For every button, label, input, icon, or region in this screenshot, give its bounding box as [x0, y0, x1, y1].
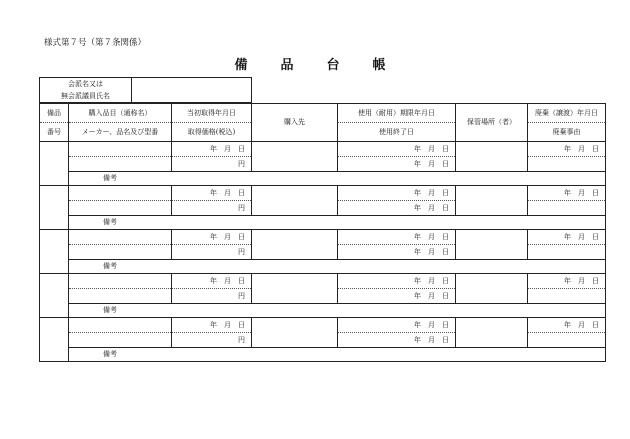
disposal-date-cell[interactable]: 年 月 日	[528, 318, 606, 333]
storage-cell[interactable]	[456, 142, 528, 172]
header-end-date: 使用終了日	[338, 123, 456, 142]
expiry-date-cell[interactable]: 年 月 日	[338, 142, 456, 157]
vendor-cell[interactable]	[252, 274, 338, 304]
model-cell[interactable]	[69, 333, 172, 348]
model-cell[interactable]	[69, 201, 172, 216]
remarks-row	[40, 216, 606, 230]
disposal-date-cell[interactable]: 年 月 日	[528, 230, 606, 245]
price-cell[interactable]: 円	[172, 289, 252, 304]
vendor-cell[interactable]	[252, 318, 338, 348]
table-row	[40, 318, 606, 333]
model-cell[interactable]	[69, 245, 172, 260]
storage-cell[interactable]	[456, 274, 528, 304]
acquire-date-cell[interactable]: 年 月 日	[172, 230, 252, 245]
item-number-cell[interactable]	[40, 186, 69, 230]
remarks-row	[40, 304, 606, 318]
disposal-reason-cell[interactable]	[528, 245, 606, 260]
vendor-cell[interactable]	[252, 230, 338, 260]
remarks-cell[interactable]: 備考	[69, 216, 606, 230]
header-item-2: メーカー、品名及び型番	[69, 123, 172, 142]
disposal-date-cell[interactable]: 年 月 日	[528, 186, 606, 201]
header-number-2: 番号	[40, 123, 69, 142]
end-date-cell[interactable]: 年 月 日	[338, 201, 456, 216]
disposal-reason-cell[interactable]	[528, 157, 606, 172]
disposal-reason-cell[interactable]	[528, 333, 606, 348]
header-period: 使用（耐用）期限年月日	[338, 104, 456, 123]
item-name-cell[interactable]	[69, 318, 172, 333]
model-cell[interactable]	[69, 157, 172, 172]
storage-cell[interactable]	[456, 318, 528, 348]
header-item: 購入品目（通称名）	[69, 104, 172, 123]
item-number-cell[interactable]	[40, 230, 69, 274]
price-cell[interactable]: 円	[172, 157, 252, 172]
acquire-date-cell[interactable]: 年 月 日	[172, 186, 252, 201]
end-date-cell[interactable]: 年 月 日	[338, 245, 456, 260]
remarks-row	[40, 348, 606, 362]
form-number: 様式第７号（第７条関係）	[44, 38, 147, 48]
header-storage: 保管場所（者）	[456, 104, 528, 142]
header-disposal: 廃棄（譲渡）年月日	[528, 104, 606, 123]
price-cell[interactable]: 円	[172, 333, 252, 348]
item-number-cell[interactable]	[40, 274, 69, 318]
item-name-cell[interactable]	[69, 186, 172, 201]
item-number-cell[interactable]	[40, 142, 69, 186]
expiry-date-cell[interactable]: 年 月 日	[338, 186, 456, 201]
header-vendor: 購入先	[252, 104, 338, 142]
disposal-date-cell[interactable]: 年 月 日	[528, 142, 606, 157]
header-number: 備品	[40, 104, 69, 123]
remarks-row	[40, 260, 606, 274]
header-price: 取得価格(税込)	[172, 123, 252, 142]
disposal-reason-cell[interactable]	[528, 289, 606, 304]
storage-cell[interactable]	[456, 186, 528, 216]
disposal-reason-cell[interactable]	[528, 201, 606, 216]
remarks-row	[40, 172, 606, 186]
item-name-cell[interactable]	[69, 274, 172, 289]
remarks-cell[interactable]: 備考	[69, 348, 606, 362]
ledger-table	[39, 103, 606, 362]
price-cell[interactable]: 円	[172, 245, 252, 260]
vendor-cell[interactable]	[252, 186, 338, 216]
acquire-date-cell[interactable]: 年 月 日	[172, 274, 252, 289]
association-label-1: 会派名又は	[40, 78, 132, 91]
item-number-cell[interactable]	[40, 318, 69, 362]
association-table	[39, 77, 252, 103]
remarks-cell[interactable]: 備考	[69, 260, 606, 274]
end-date-cell[interactable]: 年 月 日	[338, 289, 456, 304]
expiry-date-cell[interactable]: 年 月 日	[338, 274, 456, 289]
item-name-cell[interactable]	[69, 142, 172, 157]
association-label-2: 無会派議員氏名	[40, 90, 132, 103]
table-row	[40, 142, 606, 157]
price-cell[interactable]: 円	[172, 201, 252, 216]
acquire-date-cell[interactable]: 年 月 日	[172, 142, 252, 157]
header-date: 当初取得年月日	[172, 104, 252, 123]
end-date-cell[interactable]: 年 月 日	[338, 157, 456, 172]
model-cell[interactable]	[69, 289, 172, 304]
table-row	[40, 186, 606, 201]
remarks-cell[interactable]: 備考	[69, 304, 606, 318]
header-disposal-reason: 廃棄事由	[528, 123, 606, 142]
expiry-date-cell[interactable]: 年 月 日	[338, 230, 456, 245]
expiry-date-cell[interactable]: 年 月 日	[338, 318, 456, 333]
end-date-cell[interactable]: 年 月 日	[338, 333, 456, 348]
association-value[interactable]	[132, 78, 252, 103]
item-name-cell[interactable]	[69, 230, 172, 245]
storage-cell[interactable]	[456, 230, 528, 260]
remarks-cell[interactable]: 備考	[69, 172, 606, 186]
acquire-date-cell[interactable]: 年 月 日	[172, 318, 252, 333]
disposal-date-cell[interactable]: 年 月 日	[528, 274, 606, 289]
vendor-cell[interactable]	[252, 142, 338, 172]
table-row	[40, 230, 606, 245]
table-row	[40, 274, 606, 289]
page-title: 備 品 台 帳	[234, 58, 396, 73]
